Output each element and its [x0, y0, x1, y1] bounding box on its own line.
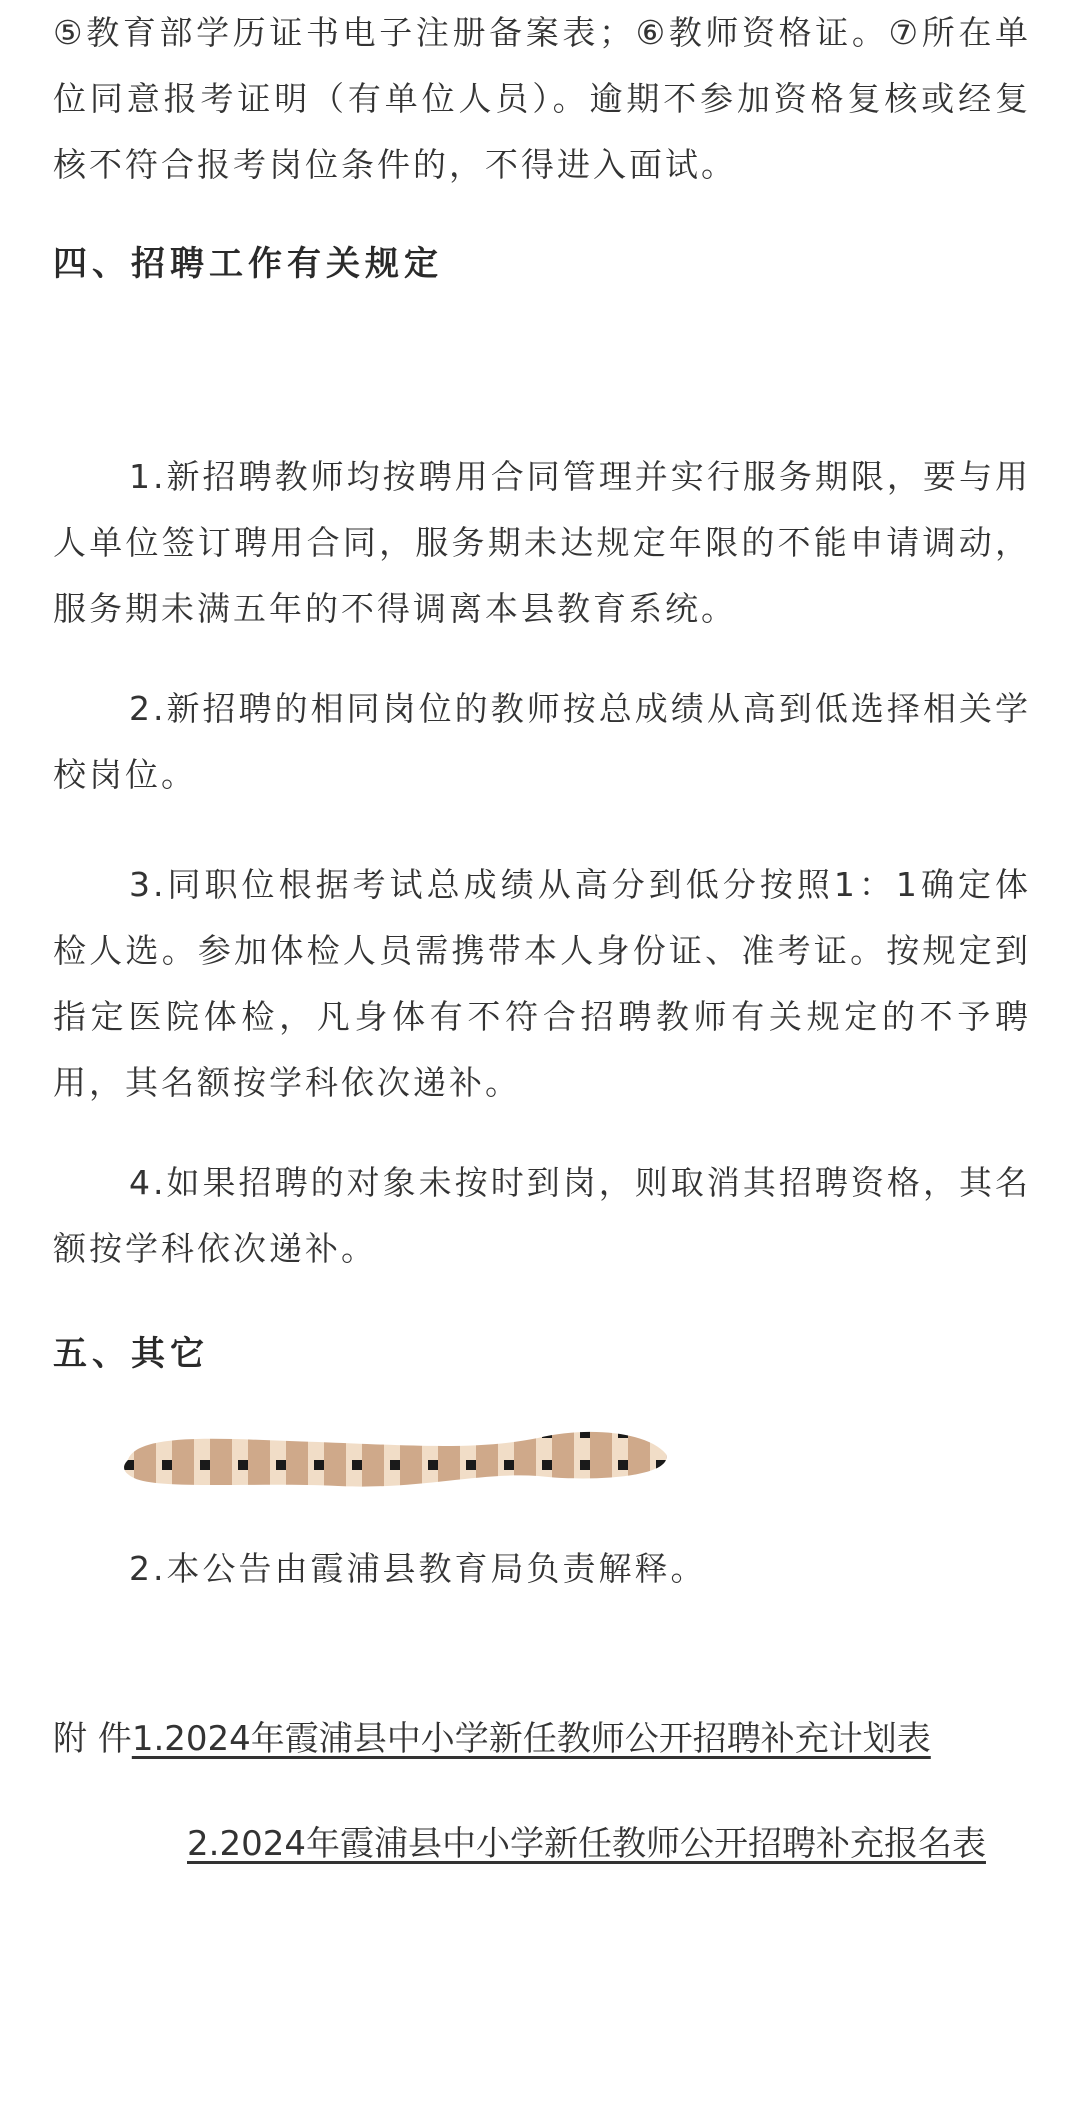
attachment-link-registration-form[interactable]: 2.2024年霞浦县中小学新任教师公开招聘补充报名表: [187, 1824, 986, 1864]
redaction-scribble: [118, 1420, 678, 1500]
attachment-link-plan-table[interactable]: 1.2024年霞浦县中小学新任教师公开招聘补充计划表: [131, 1719, 931, 1759]
paragraph-rule-3: 3.同职位根据考试总成绩从高分到低分按照1：1确定体检人选。参加体检人员需携带本人身份证、准考证。按规定到指定医院体检，凡身体有不符合招聘教师有关规定的不予聘用，其名额按学科依次递补。: [53, 865, 1031, 1102]
attachments-label: 附 件: [53, 1719, 132, 1759]
paragraph-rule-4: 4.如果招聘的对象未按时到岗，则取消其招聘资格，其名额按学科依次递补。: [53, 1163, 1031, 1268]
attachments-line: [53, 1715, 931, 1763]
section-heading-recruitment-rules: 四、招聘工作有关规定: [53, 244, 443, 284]
paragraph-interpretation: 2.本公告由霞浦县教育局负责解释。: [129, 1549, 707, 1588]
paragraph-rule-2: 2.新招聘的相同岗位的教师按总成绩从高到低选择相关学校岗位。: [53, 689, 1031, 794]
paragraph-qualification-docs: ⑤教育部学历证书电子注册备案表；⑥教师资格证。⑦所在单位同意报考证明（有单位人员）。逾期不参加资格复核或经复核不符合报考岗位条件的，不得进入面试。: [53, 13, 1031, 184]
paragraph-rule-1: 1.新招聘教师均按聘用合同管理并实行服务期限，要与用人单位签订聘用合同，服务期未达规定年限的不能申请调动，服务期未满五年的不得调离本县教育系统。: [53, 457, 1031, 628]
section-heading-other: 五、其它: [53, 1334, 209, 1374]
